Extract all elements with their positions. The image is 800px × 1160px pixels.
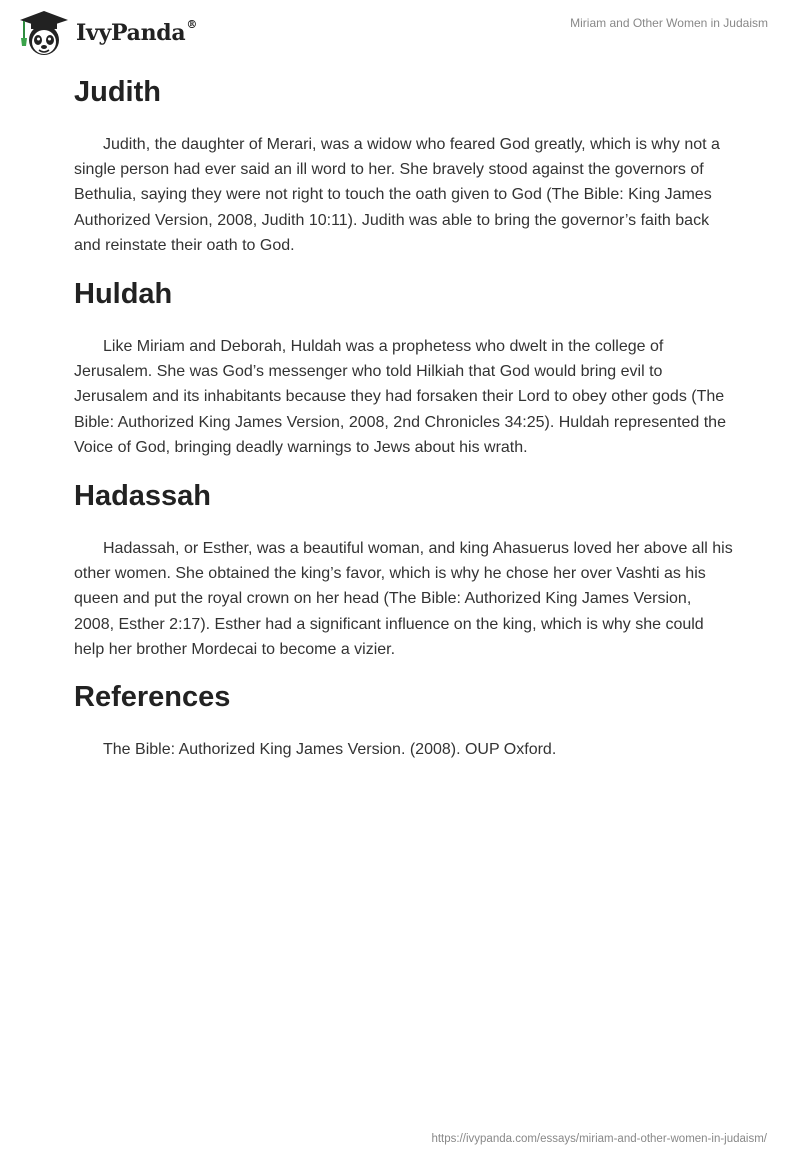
page-header [0,0,800,70]
footer-source-url[interactable]: https://ivypanda.com/essays/miriam-and-other-women-in-judaism/ [431,1133,767,1145]
section-paragraph: Hadassah, or Esther, was a beautiful woman, and king Ahasuerus loved her above all his other women. She obtained the king’s favor, which is why he chose her over Vashti as his queen and put the royal crown on her head (The Bible: Authorized King James Version, 2008, Esther 2:17). Esther had a significant influence on the king, which is why she could help her brother Mordecai to become a vizier. [74,540,733,658]
brand-name: IvyPanda® [76,18,198,46]
section-heading: References [74,681,231,713]
section-hadassah [74,476,734,662]
section-heading: Judith [74,76,161,108]
panda-graduate-icon [14,8,72,58]
section-judith [74,72,734,258]
section-references [74,677,734,762]
section-heading: Hadassah [74,480,212,512]
section-paragraph: Like Miriam and Deborah, Huldah was a prophetess who dwelt in the college of Jerusalem. She was God’s messenger who told Hilkiah that God would bring evil to Jerusalem and its inhabitants because they had forsaken their Lord to obey other gods (The Bible: Authorized King James Version, 2008, 2nd Chronicles 34:25). Huldah represented the Voice of God, bringing deadly warnings to Jews about his wrath. [74,338,726,456]
brand-logo[interactable] [14,8,197,58]
section-paragraph: Judith, the daughter of Merari, was a widow who feared God greatly, which is why not a single person had ever said an ill word to her. She bravely stood against the governors of Bethulia, saying they were not right to touch the oath given to God (The Bible: King James Authorized Version, 2008, Judith 10:11). Judith was able to bring the governor’s faith back and reinstate their oath to God. [74,136,720,254]
section-heading: Huldah [74,278,173,310]
reference-entry: The Bible: Authorized King James Version. (2008). OUP Oxford. [103,741,557,758]
section-huldah [74,274,734,460]
header-doc-title: Miriam and Other Women in Judaism [570,16,768,30]
registered-mark: ® [186,18,198,31]
